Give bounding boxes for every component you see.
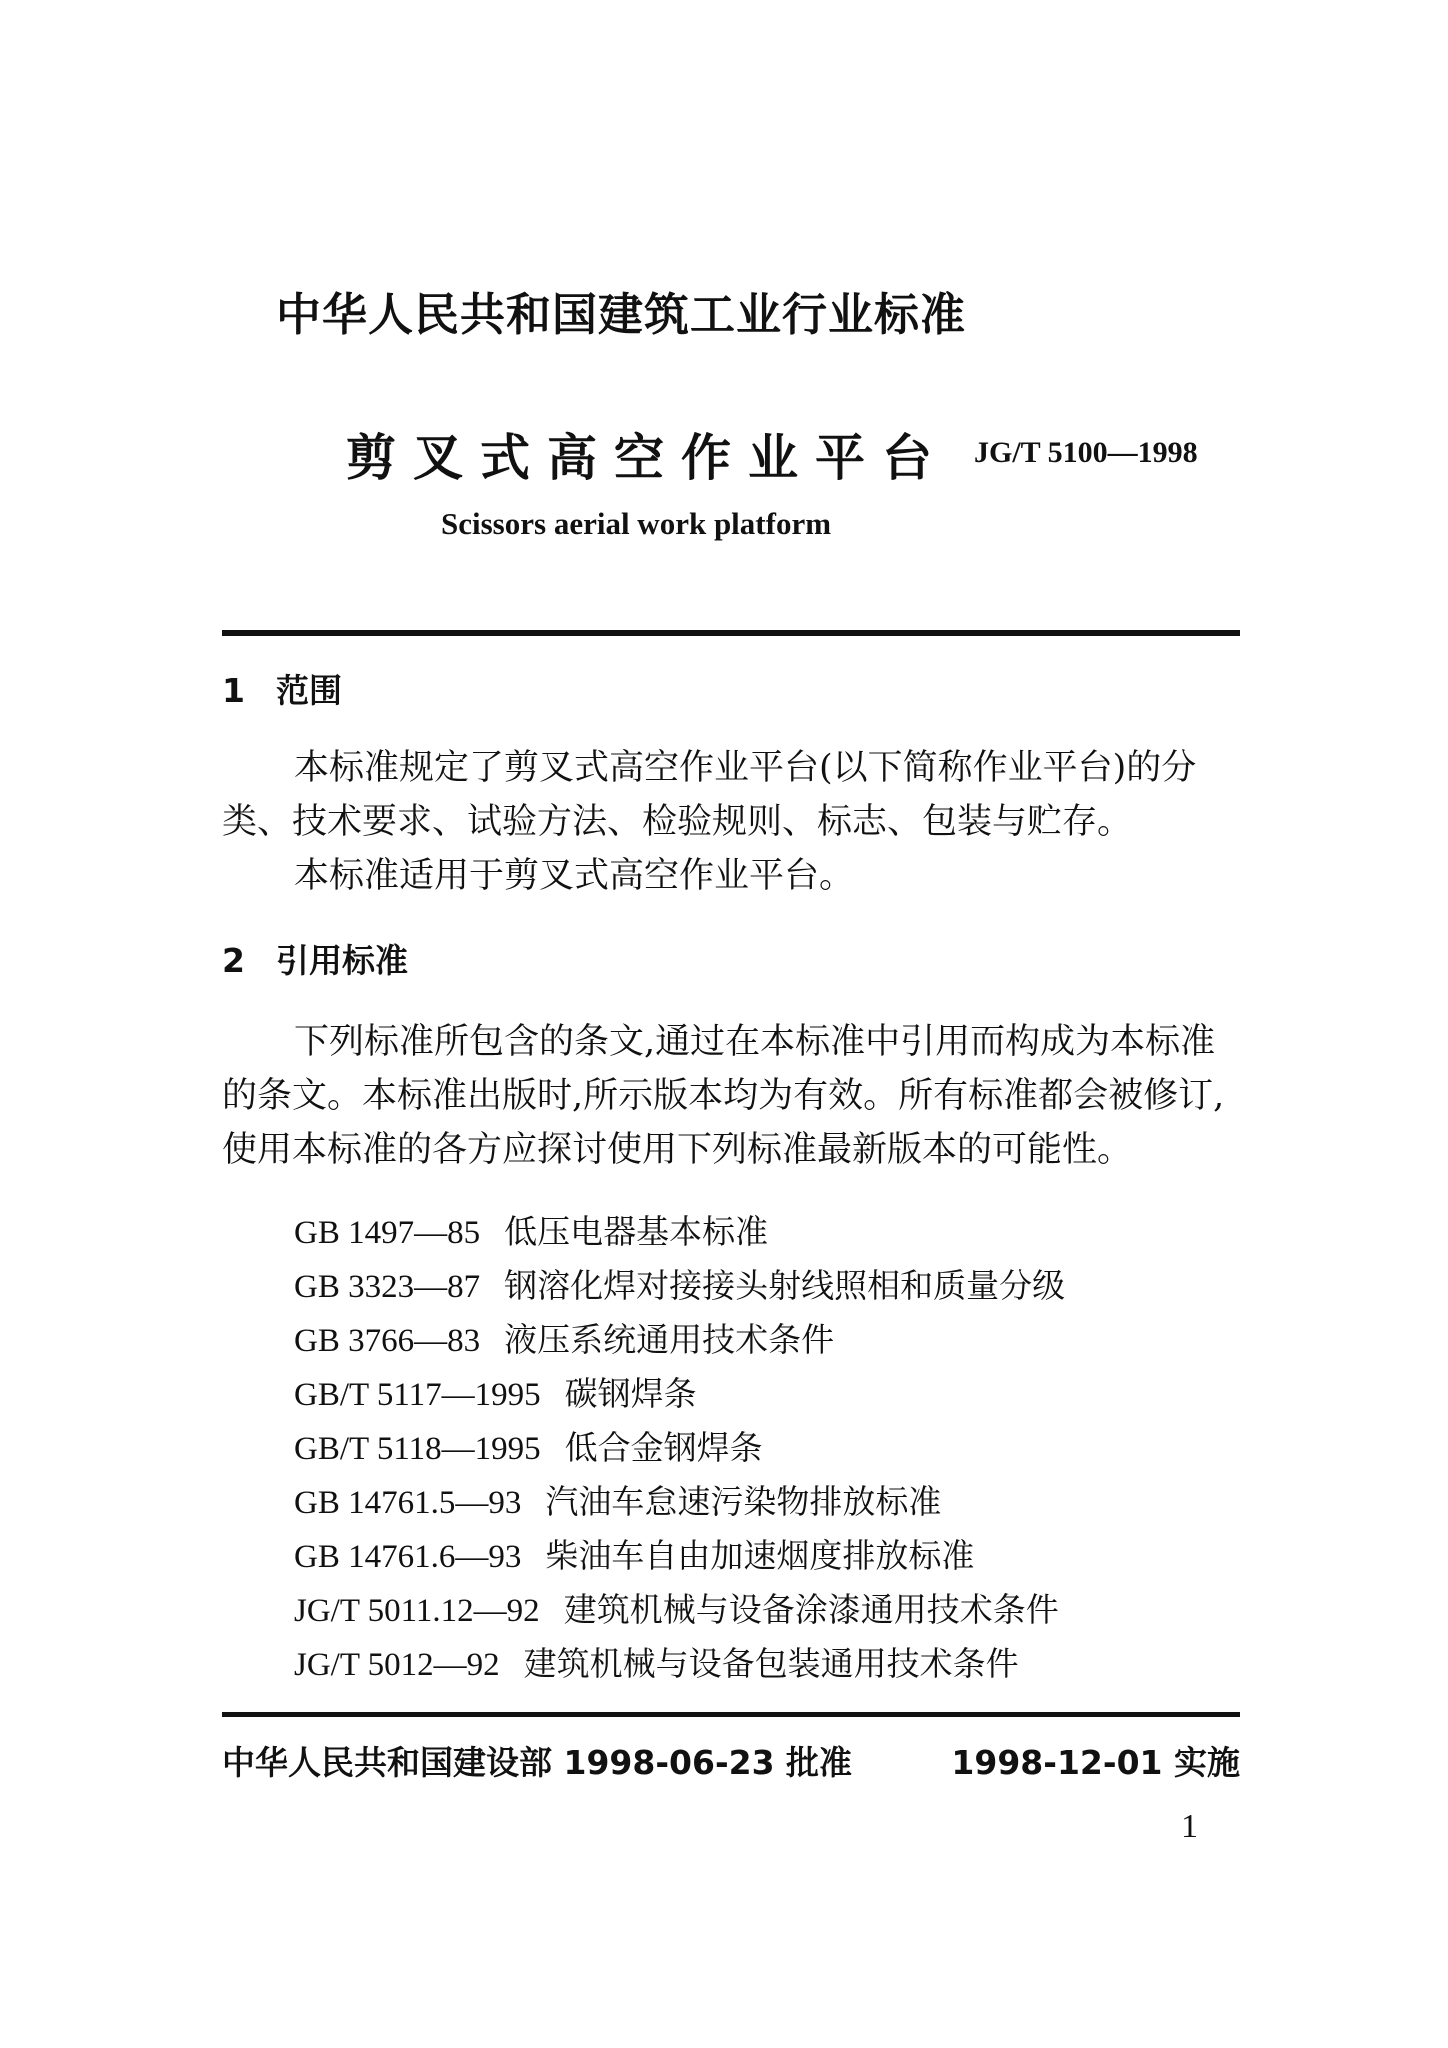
reference-title: 液压系统通用技术条件 xyxy=(504,1320,835,1359)
footer-divider xyxy=(222,1712,1240,1717)
reference-code: GB/T 5118—1995 xyxy=(294,1431,541,1467)
section-2-heading xyxy=(222,935,408,982)
reference-title: 低合金钢焊条 xyxy=(564,1428,763,1467)
standard-code: JG/T 5100—1998 xyxy=(974,436,1198,469)
section-title: 范围 xyxy=(276,671,342,710)
reference-code: GB 3323—87 xyxy=(294,1269,481,1305)
reference-item xyxy=(294,1583,1065,1637)
reference-title: 柴油车自由加速烟度排放标准 xyxy=(545,1536,975,1575)
reference-item xyxy=(294,1205,1065,1259)
section-title: 引用标准 xyxy=(276,941,408,980)
reference-item xyxy=(294,1529,1065,1583)
section-number: 1 xyxy=(222,671,245,710)
reference-title: 建筑机械与设备包装通用技术条件 xyxy=(523,1644,1019,1683)
effective-date: 1998-12-01 实施 xyxy=(951,1743,1240,1782)
reference-code: GB/T 5117—1995 xyxy=(294,1377,541,1413)
reference-code: GB 14761.5—93 xyxy=(294,1485,522,1521)
page-number: 1 xyxy=(1181,1808,1198,1845)
industry-standard-title: 中华人民共和国建筑工业行业标准 xyxy=(276,288,967,341)
reference-code: JG/T 5011.12—92 xyxy=(294,1593,540,1629)
standard-title-chinese: 剪叉式高空作业平台 xyxy=(346,429,949,487)
section-1-heading xyxy=(222,665,342,712)
approval-statement: 中华人民共和国建设部 1998-06-23 批准 xyxy=(222,1743,853,1782)
section-1-paragraph: 本标准规定了剪叉式高空作业平台(以下简称作业平台)的分类、技术要求、试验方法、检验规则、标志、包装与贮存。 xyxy=(222,748,1197,842)
reference-item xyxy=(294,1259,1065,1313)
reference-title: 汽油车怠速污染物排放标准 xyxy=(545,1482,942,1521)
reference-code: GB 1497—85 xyxy=(294,1215,481,1251)
reference-title: 建筑机械与设备涂漆通用技术条件 xyxy=(563,1590,1059,1629)
reference-item xyxy=(294,1475,1065,1529)
reference-item xyxy=(294,1421,1065,1475)
reference-code: GB 14761.6—93 xyxy=(294,1539,522,1575)
section-number: 2 xyxy=(222,941,245,980)
reference-title: 钢溶化焊对接接头射线照相和质量分级 xyxy=(504,1266,1066,1305)
reference-item xyxy=(294,1367,1065,1421)
referenced-standards-list xyxy=(294,1205,1065,1691)
section-1-paragraph: 本标准适用于剪叉式高空作业平台。 xyxy=(294,856,855,896)
reference-item xyxy=(294,1313,1065,1367)
reference-code: JG/T 5012—92 xyxy=(294,1647,500,1683)
reference-code: GB 3766—83 xyxy=(294,1323,481,1359)
reference-item xyxy=(294,1637,1065,1691)
section-2-paragraph: 下列标准所包含的条文,通过在本标准中引用而构成为本标准的条文。本标准出版时,所示版本均为有效。所有标准都会被修订,使用本标准的各方应探讨使用下列标准最新版本的可能性。 xyxy=(222,1022,1225,1170)
reference-title: 低压电器基本标准 xyxy=(504,1212,769,1251)
header-divider xyxy=(222,630,1240,636)
reference-title: 碳钢焊条 xyxy=(564,1374,697,1413)
standard-title-english: Scissors aerial work platform xyxy=(441,506,832,541)
